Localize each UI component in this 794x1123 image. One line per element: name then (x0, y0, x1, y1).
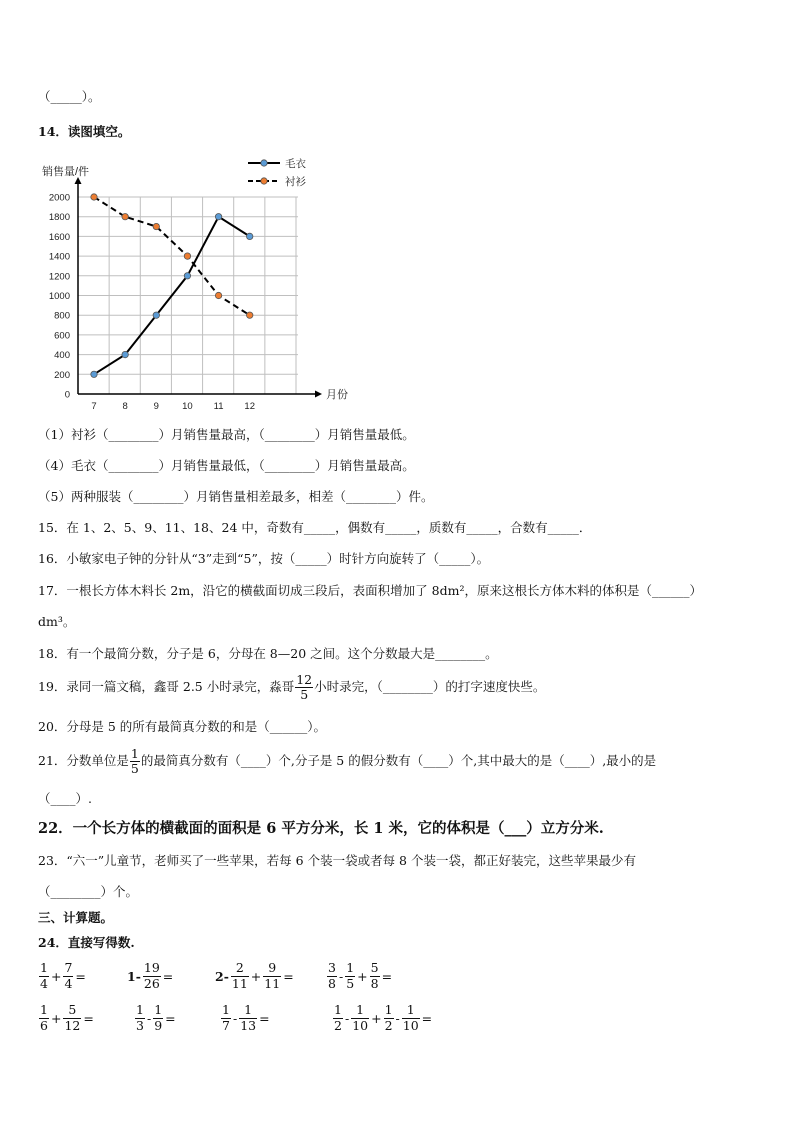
x-tick-label: 12 (244, 401, 256, 410)
section-3-title: 三、计算题。 (38, 910, 114, 925)
y-tick-label: 1600 (48, 231, 70, 243)
calc-expression-7: $\frac{1}{7}$ - $\frac{1}{13}$ = (222, 1002, 270, 1033)
previous-answer-line: （_____）。 (38, 89, 101, 104)
question-14-part-1: （1）衬衫（________）月销售量最高，（________）月销售量最低。 (38, 427, 415, 442)
chart-labels (42, 164, 348, 410)
question-22: 22．一个长方体的横截面的面积是 6 平方分米，长 1 米，它的体积是（___）立方分米. (38, 820, 604, 837)
question-16: 16．小敏家电子钟的分针从“3”走到“5”，按（_____）时针方向旋转了（_____）。 (38, 551, 490, 566)
data-point-衬衫 (215, 292, 221, 298)
calc-expression-3: 2- $\frac{2}{11}$ + $\frac{9}{11}$ = (215, 960, 294, 991)
question-18: 18．有一个最简分数，分子是 6，分母在 8—20 之间。这个分数最大是________。 (38, 646, 498, 661)
data-point-毛衣 (184, 273, 190, 279)
calc-expression-5: $\frac{1}{6}$ + $\frac{5}{12}$ = (40, 1002, 94, 1033)
question-23-line-2: （________）个。 (38, 884, 139, 899)
y-axis-label: 销售量/件 (42, 166, 90, 178)
data-point-衬衫 (122, 214, 128, 220)
x-tick-label: 7 (91, 401, 97, 410)
y-tick-label: 1400 (48, 251, 70, 263)
question-17-line-2: dm³。 (38, 614, 76, 629)
legend-marker-衬衫 (261, 178, 267, 184)
data-point-衬衫 (153, 223, 159, 229)
x-axis-label: 月份 (326, 389, 348, 401)
legend-label-衬衫: 衬衫 (285, 176, 306, 188)
question-21 (38, 744, 656, 778)
legend-marker-毛衣 (261, 160, 267, 166)
data-point-衬衫 (184, 253, 190, 259)
question-14-part-4: （4）毛衣（________）月销售量最低，（________）月销售量最高。 (38, 458, 415, 473)
question-14-title: 14．读图填空。 (38, 124, 131, 139)
x-axis-arrow (315, 391, 322, 398)
y-tick-label: 1000 (48, 291, 70, 302)
y-tick-label: 1800 (48, 212, 70, 224)
legend-label-毛衣: 毛衣 (285, 158, 306, 170)
y-tick-label: 600 (54, 330, 70, 342)
calc-expression-1: $\frac{1}{4}$ + $\frac{7}{4}$ = (40, 960, 86, 991)
calc-expression-6: $\frac{1}{3}$ - $\frac{1}{9}$ = (136, 1002, 176, 1033)
data-point-毛衣 (153, 312, 159, 318)
calc-expression-4: $\frac{3}{8}$ - $\frac{1}{5}$ + $\frac{5}{8}$ = (328, 960, 393, 991)
data-point-毛衣 (215, 214, 221, 220)
y-tick-label: 2000 (48, 192, 70, 204)
calc-expression-8: $\frac{1}{2}$ - $\frac{1}{10}$ + $\frac{1}{2}$ - $\frac{1}{10}$ = (334, 1002, 433, 1033)
fraction-12-5: $\frac{12}{5}$ (296, 671, 313, 702)
x-tick-label: 9 (153, 401, 159, 410)
y-tick-label: 200 (54, 369, 70, 381)
x-tick-label: 11 (213, 401, 224, 410)
question-17-line-1: 17．一根长方体木料长 2m，沿它的横截面切成三段后，表面积增加了 8dm²，原来这根长方体木料的体积是（______） (38, 583, 702, 598)
y-tick-label: 1200 (48, 271, 70, 283)
y-tick-label: 800 (54, 310, 70, 322)
question-19 (38, 670, 545, 704)
question-19-text-before: 19．录同一篇文稿，鑫哥 2.5 小时录完，淼哥 (38, 679, 295, 694)
data-point-毛衣 (91, 371, 97, 377)
calc-expression-2: 1- $\frac{19}{26}$ = (127, 960, 174, 991)
question-23-line-1: 23．“六一”儿童节，老师买了一些苹果，若每 6 个装一袋或者每 8 个装一袋，都正好装完，这些苹果最少有 (38, 853, 636, 868)
data-point-毛衣 (122, 351, 128, 357)
y-axis-arrow (75, 177, 82, 184)
data-point-衬衫 (91, 194, 97, 200)
question-21-line-2: （____）. (38, 791, 92, 806)
y-tick-label: 400 (54, 350, 70, 362)
chart-legend (248, 157, 306, 188)
question-21-text-after: 的最简真分数有（____）个,分子是 5 的假分数有（____）个,其中最大的是（____）,最小的是 (140, 753, 657, 768)
data-point-毛衣 (247, 233, 253, 239)
y-tick-label: 0 (64, 389, 70, 401)
question-21-text-before: 21．分数单位是 (38, 753, 129, 768)
x-tick-label: 10 (182, 401, 193, 410)
chart-axes (75, 177, 323, 398)
question-20: 20．分母是 5 的所有最简真分数的和是（______）。 (38, 719, 327, 734)
question-15: 15．在 1、2、5、9、11、18、24 中，奇数有_____，偶数有_____，质数有_____，合数有_____． (38, 520, 592, 535)
x-tick-label: 8 (122, 401, 128, 410)
fraction-1-5: $\frac{1}{5}$ (130, 745, 139, 776)
sales-line-chart (30, 155, 350, 410)
question-14-part-5: （5）两种服装（________）月销售量相差最多，相差（________）件。 (38, 489, 434, 504)
data-point-衬衫 (247, 312, 253, 318)
question-24-title: 24．直接写得数. (38, 935, 135, 950)
question-19-text-after: 小时录完，（________）的打字速度快些。 (314, 679, 546, 694)
